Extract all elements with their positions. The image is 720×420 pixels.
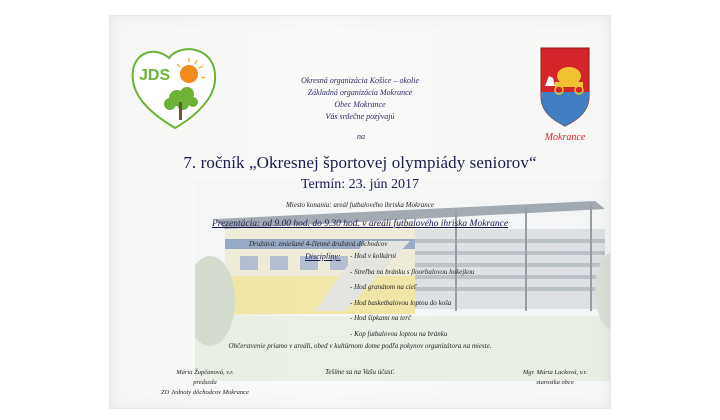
discipline-item: - Hod v kolkárni bbox=[350, 252, 397, 260]
signature-left-org: ZO Jednoty dôchodcov Mokrance bbox=[161, 389, 249, 396]
signature-left bbox=[140, 368, 270, 398]
discipline-item: - Streľba na bránku s floorbalovou hokejkou bbox=[350, 267, 475, 276]
signature-right bbox=[505, 368, 605, 388]
org-line-3: Obec Mokrance bbox=[334, 100, 386, 109]
org-line-4: Vás srdečne pozývajú bbox=[325, 112, 395, 121]
signature-left-role: predseda bbox=[193, 379, 217, 386]
discipline-item: - Hod šípkami na terč bbox=[350, 314, 412, 322]
crest-caption: Mokrance bbox=[544, 132, 586, 143]
signature-right-role: starostka obce bbox=[536, 379, 574, 386]
jds-logo-text: JDS bbox=[139, 67, 171, 84]
teams-info: Družstvá: zmiešané 4-členné družstvá dôchodcov bbox=[249, 240, 388, 248]
discipline-item: - Kop futbalovou loptou na bránku bbox=[350, 329, 448, 338]
org-line-2: Základná organizácia Mokrance bbox=[307, 88, 413, 97]
disciplines-label: Disciplíny: bbox=[305, 252, 341, 261]
invitation-page bbox=[110, 16, 610, 408]
event-date: Termín: 23. jún 2017 bbox=[300, 177, 419, 192]
signature-right-name: Mgr. Mária Lacková, v.r. bbox=[522, 369, 588, 376]
disciplines-list bbox=[350, 252, 474, 345]
discipline-item: - Hod granátom na cieľ bbox=[350, 283, 417, 291]
closing-line: Tešíme sa na Vašu účasť. bbox=[325, 368, 395, 376]
event-registration: Prezentácia: od 9.00 hod. do 9.30 hod. v areáli futbalového ihriska Mokrance bbox=[211, 219, 509, 229]
discipline-item: - Hod basketbalovou loptou do koša bbox=[350, 298, 452, 307]
event-title: 7. ročník „Okresnej športovej olympiády seniorov“ bbox=[183, 153, 537, 172]
signature-left-name: Mária Župčanová, v.r. bbox=[176, 369, 234, 376]
org-line-na: na bbox=[357, 132, 365, 141]
refreshment-note: Občerstvenie priamo v areáli, obed v kultúrnom dome podľa pokynov organizátora na mieste. bbox=[228, 342, 492, 350]
event-venue: Miesto konania: areál futbalového ihriska Mokrance bbox=[285, 201, 435, 209]
org-line-1: Okresná organizácia Košice – okolie bbox=[300, 76, 420, 85]
